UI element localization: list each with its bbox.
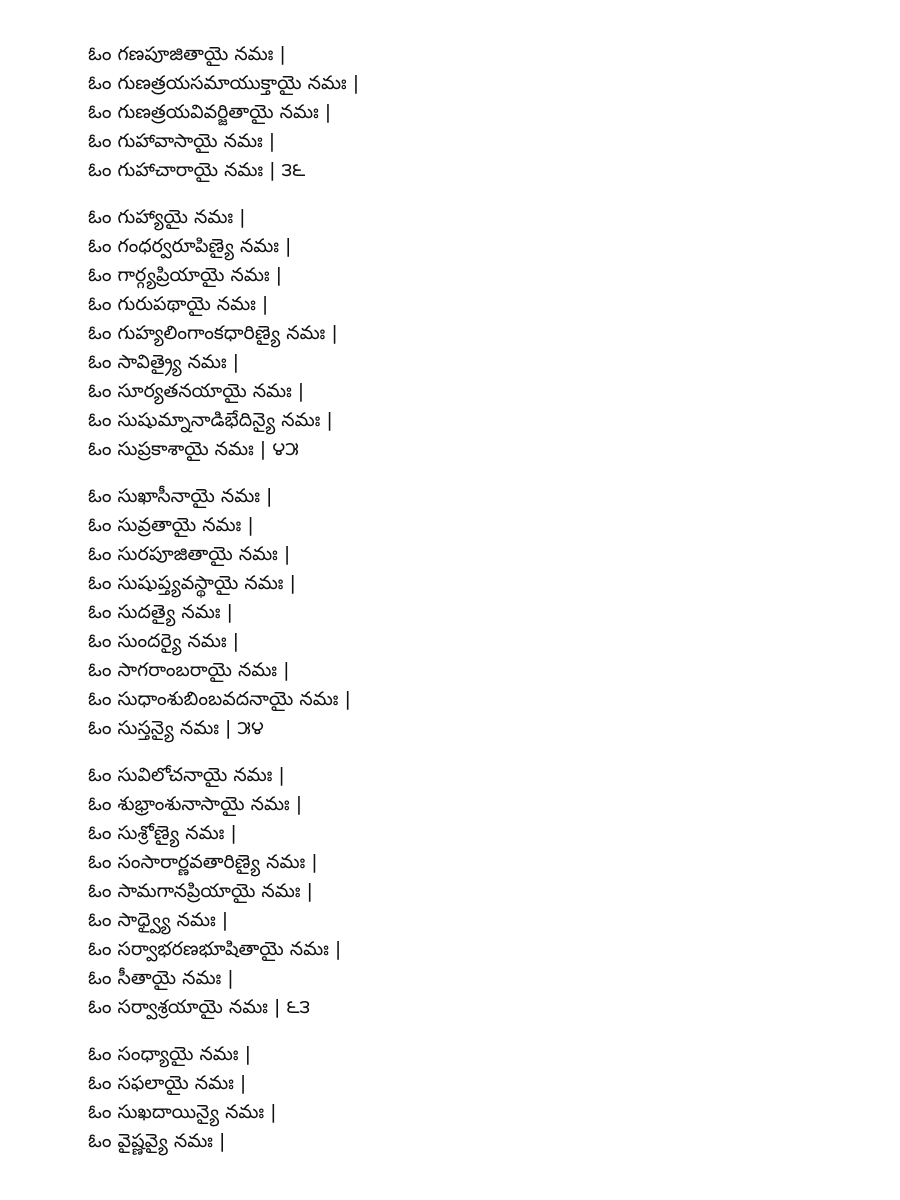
- mantra-line: ఓం సుధాంశుబింబవదనాయై నమః |: [88, 688, 351, 710]
- mantra-line: ఓం సర్వాభరణభూషితాయై నమః |: [88, 938, 342, 960]
- mantra-line: ఓం సావిత్ర్యై నమః |: [88, 351, 240, 373]
- mantra-line: ఓం గుహ్యలింగాంకధారిణ్యై నమః |: [88, 322, 338, 344]
- mantra-line: ఓం సాగరాంబరాయై నమః |: [88, 659, 290, 681]
- mantra-line: ఓం సుశ్రోణ్యై నమః |: [88, 822, 237, 844]
- mantra-line: ఓం సుషుప్త్యవస్థాయై నమః |: [88, 572, 296, 594]
- mantra-group-3: [88, 482, 848, 743]
- mantra-line: ఓం గురుపథాయై నమః |: [88, 293, 269, 315]
- mantra-line: ఓం గంధర్వరూపిణ్యై నమః |: [88, 235, 292, 257]
- mantra-line: ఓం సఫలాయై నమః |: [88, 1072, 247, 1094]
- mantra-line: ఓం సుఖదాయిన్యై నమః |: [88, 1101, 277, 1123]
- mantra-group-4: [88, 761, 848, 1022]
- mantra-line: ఓం సాధ్వ్యై నమః |: [88, 909, 229, 931]
- mantra-line: ఓం సుదత్యై నమః |: [88, 601, 233, 623]
- mantra-group-5: [88, 1040, 848, 1156]
- mantra-line: ఓం సూర్యతనయాయై నమః |: [88, 380, 305, 402]
- mantra-line: ఓం సుస్తన్యై నమః | ౫౪: [88, 717, 264, 739]
- mantra-line: ఓం గణపూజితాయై నమః |: [88, 43, 286, 65]
- mantra-group-1: [88, 40, 848, 185]
- mantra-line: ఓం సువిలోచనాయై నమః |: [88, 764, 285, 786]
- mantra-line: ఓం సురపూజితాయై నమః |: [88, 543, 291, 565]
- mantra-line: ఓం గుహాచారాయై నమః | ౩౬: [88, 159, 306, 181]
- mantra-line: ఓం గుణత్రయసమాయుక్తాయై నమః |: [88, 72, 360, 94]
- mantra-group-2: [88, 203, 848, 464]
- mantra-line: ఓం గుహ్యాయై నమః |: [88, 206, 246, 228]
- mantra-list: [88, 40, 848, 1174]
- mantra-line: ఓం సంధ్యాయై నమః |: [88, 1043, 251, 1065]
- mantra-line: ఓం సుషుమ్నానాడిభేదిన్యై నమః |: [88, 409, 333, 431]
- mantra-line: ఓం వైష్ణవ్యై నమః |: [88, 1130, 226, 1152]
- mantra-line: ఓం శుభ్రాంశునాసాయై నమః |: [88, 793, 303, 815]
- mantra-line: ఓం సామగానప్రియాయై నమః |: [88, 880, 313, 902]
- mantra-line: ఓం సుందర్యై నమః |: [88, 630, 240, 652]
- mantra-line: ఓం గార్గ్యప్రియాయై నమః |: [88, 264, 283, 286]
- mantra-line: ఓం సువ్రతాయై నమః |: [88, 514, 254, 536]
- mantra-line: ఓం గుహావాసాయై నమః |: [88, 130, 276, 152]
- mantra-line: ఓం సుఖాసీనాయై నమః |: [88, 485, 273, 507]
- mantra-line: ఓం సర్వాశ్రయాయై నమః | ౬౩: [88, 996, 311, 1018]
- mantra-line: ఓం సంసారార్ణవతారిణ్యై నమః |: [88, 851, 318, 873]
- mantra-line: ఓం సుప్రకాశాయై నమః | ౪౫: [88, 438, 299, 460]
- mantra-line: ఓం సీతాయై నమః |: [88, 967, 234, 989]
- mantra-line: ఓం గుణత్రయవివర్జితాయై నమః |: [88, 101, 332, 123]
